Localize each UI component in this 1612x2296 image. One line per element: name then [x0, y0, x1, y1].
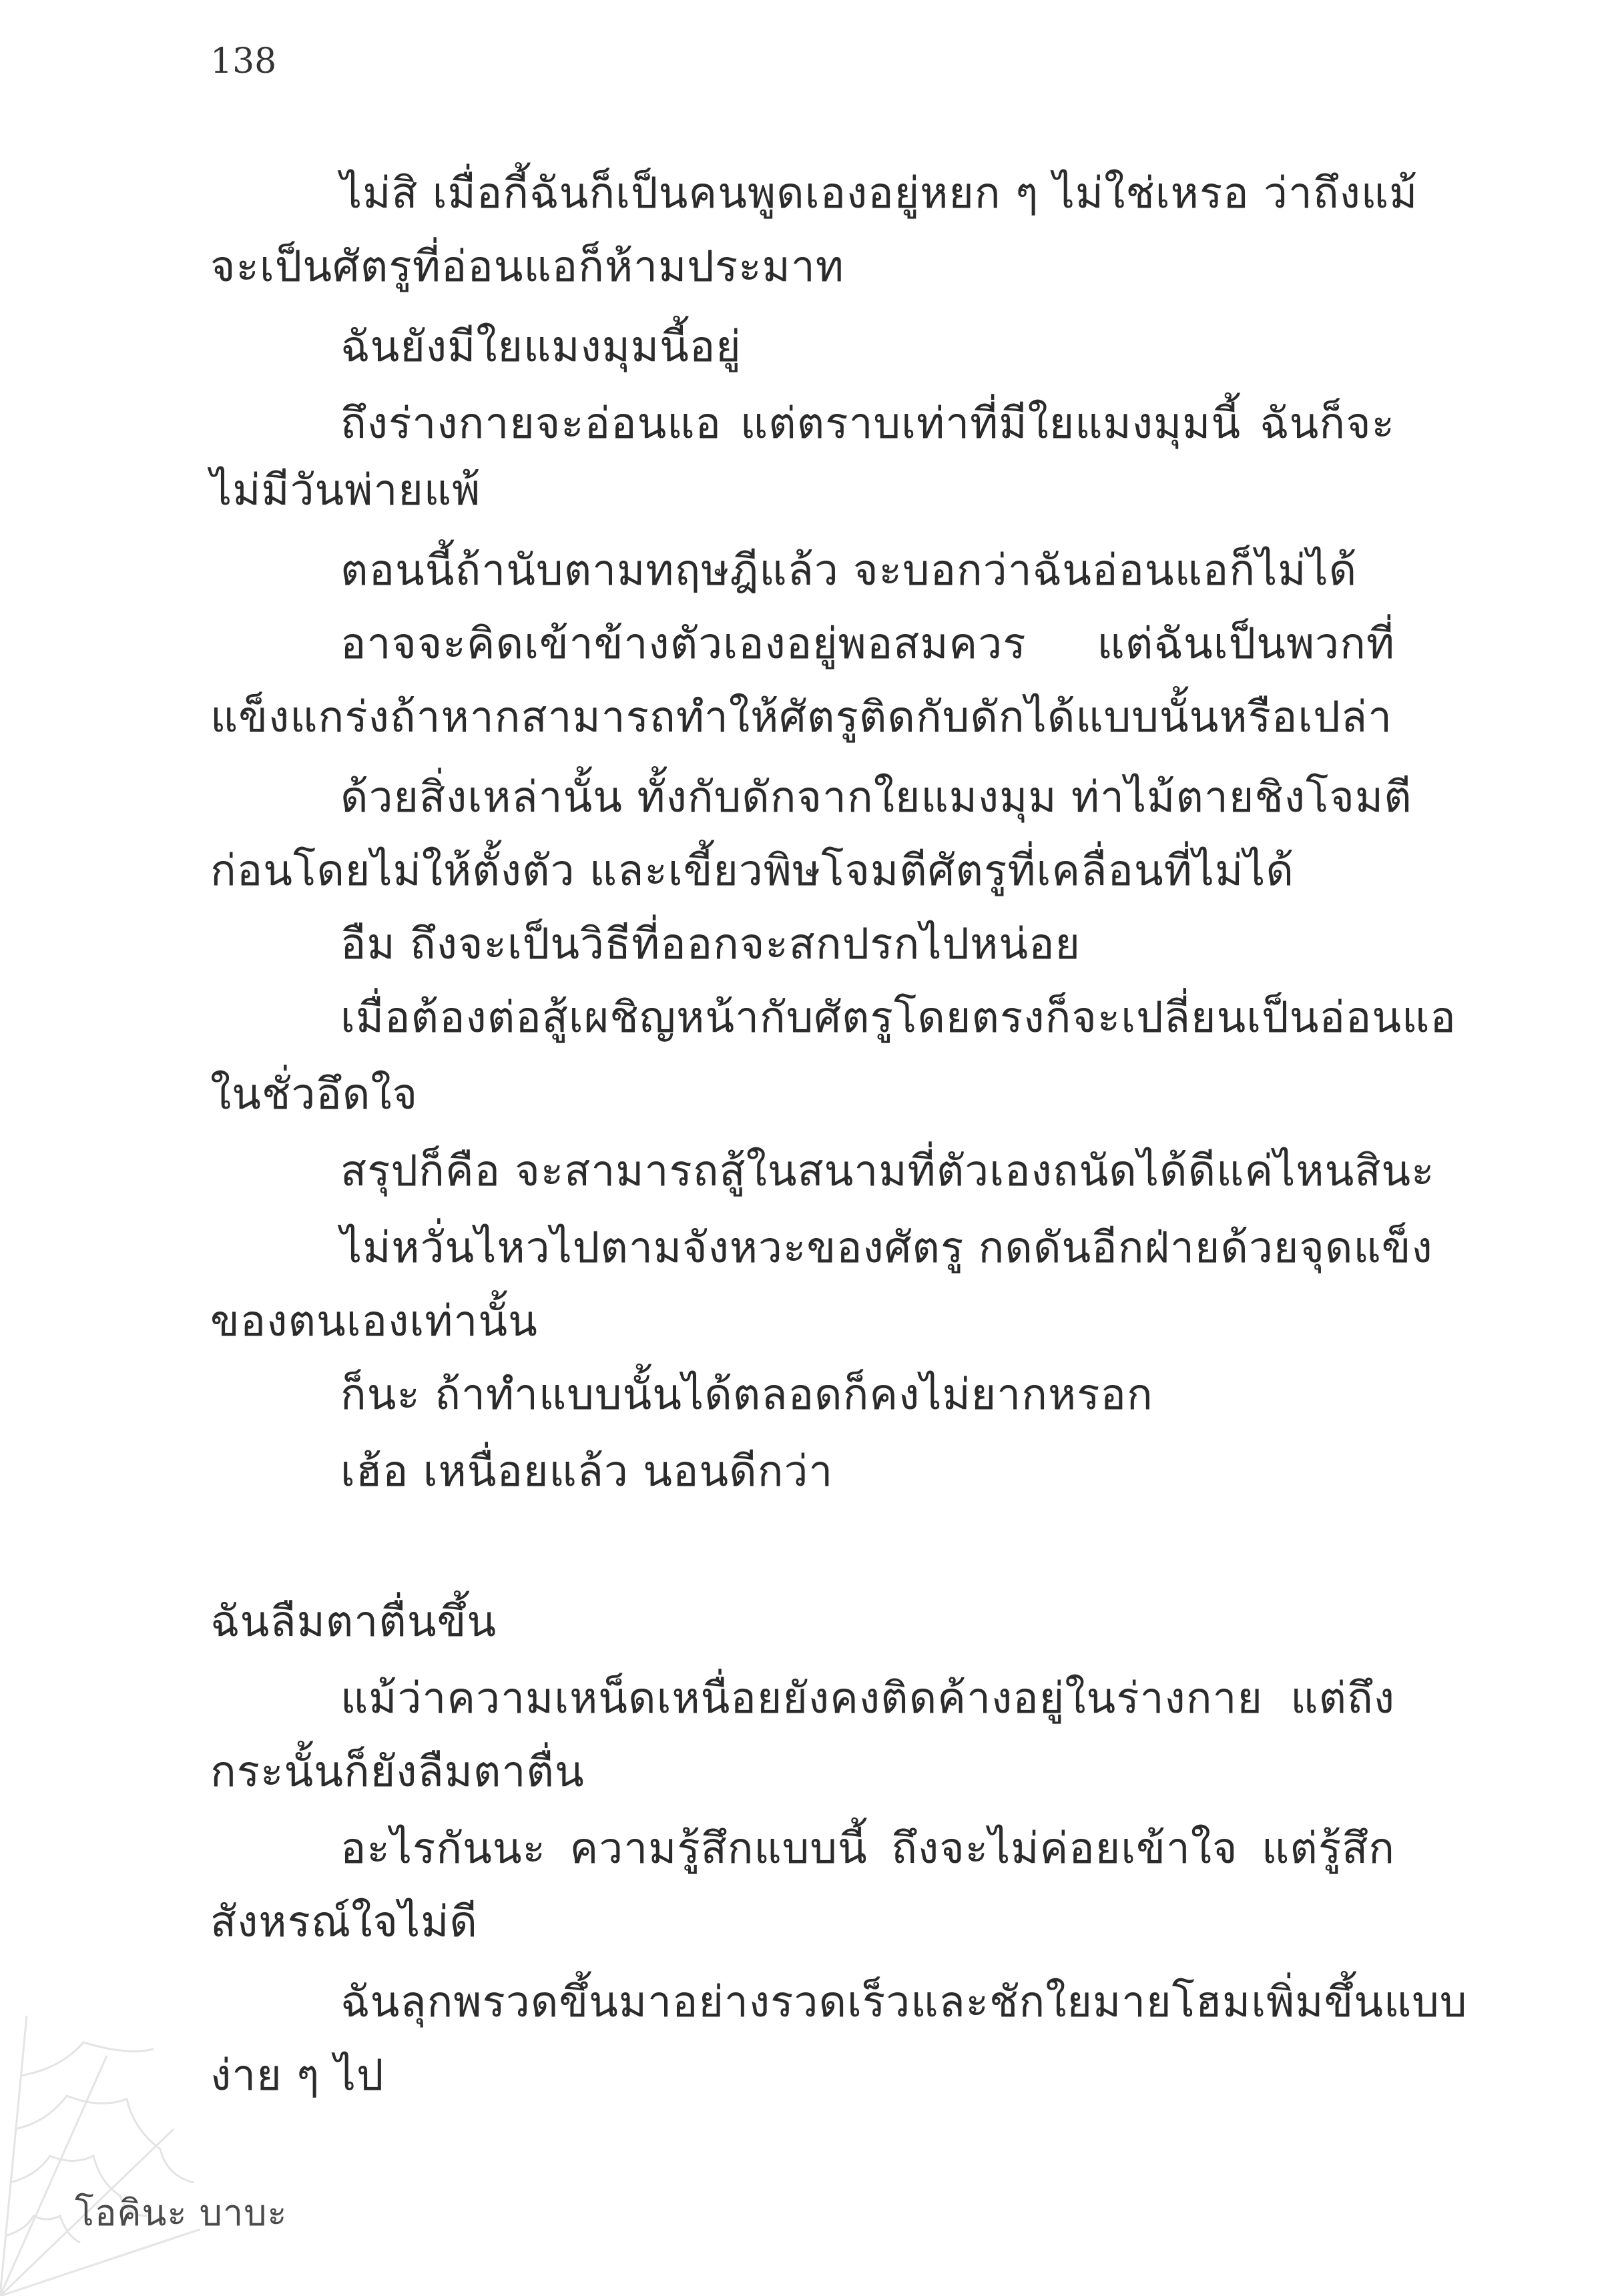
- page-number: 138: [210, 41, 277, 81]
- text-line: ฉันลุกพรวดขึ้นมาอย่างรวดเร็วและชักใยมายโฮมเพิ่มขึ้นแบบ: [340, 1978, 1468, 2027]
- text-line: อะไรกันนะ ความรู้สึกแบบนี้ ถึงจะไม่ค่อยเข้าใจ แต่รู้สึก: [340, 1824, 1395, 1874]
- spider-web-decoration: [0, 2016, 200, 2296]
- text-line: ก็นะ ถ้าทำแบบนั้นได้ตลอดก็คงไม่ยากหรอก: [340, 1370, 1153, 1420]
- text-line: แข็งแกร่งถ้าหากสามารถทำให้ศัตรูติดกับดักได้แบบนั้นหรือเปล่า: [210, 693, 1393, 742]
- text-line: ด้วยสิ่งเหล่านั้น ทั้งกับดักจากใยแมงมุม ท่าไม้ตายชิงโจมตี: [340, 773, 1412, 822]
- book-author-footer: โอคินะ บาบะ: [75, 2192, 288, 2234]
- section-opening-line: ฉันลืมตาตื่นขึ้น: [210, 1597, 497, 1647]
- text-line: สังหรณ์ใจไม่ดี: [210, 1898, 478, 1947]
- text-line: อาจจะคิดเข้าข้างตัวเองอยู่พอสมควร แต่ฉันเป็นพวกที่: [340, 619, 1395, 669]
- text-line: ถึงร่างกายจะอ่อนแอ แต่ตราบเท่าที่มีใยแมงมุมนี้ ฉันก็จะ: [340, 399, 1395, 449]
- text-line: เมื่อต้องต่อสู้เผชิญหน้ากับศัตรูโดยตรงก็จะเปลี่ยนเป็นอ่อนแอ: [340, 993, 1456, 1043]
- text-line: ของตนเองเท่านั้น: [210, 1297, 538, 1346]
- text-line: ไม่สิ เมื่อกี้ฉันก็เป็นคนพูดเองอยู่หยก ๆ ไม่ใช่เหรอ ว่าถึงแม้: [340, 169, 1418, 218]
- text-line: ในชั่วอึดใจ: [210, 1070, 419, 1119]
- text-line: ไม่หวั่นไหวไปตามจังหวะของศัตรู กดดันอีกฝ่ายด้วยจุดแข็ง: [340, 1223, 1433, 1273]
- text-line: อืม ถึงจะเป็นวิธีที่ออกจะสกปรกไปหน่อย: [340, 920, 1081, 969]
- text-line: ง่าย ๆ ไป: [210, 2051, 384, 2100]
- text-line: ตอนนี้ถ้านับตามทฤษฎีแล้ว จะบอกว่าฉันอ่อนแอก็ไม่ได้: [340, 546, 1358, 595]
- text-line: ไม่มีวันพ่ายแพ้: [210, 466, 481, 515]
- text-line: สรุปก็คือ จะสามารถสู้ในสนามที่ตัวเองถนัดได้ดีแค่ไหนสินะ: [340, 1147, 1435, 1196]
- text-line: เฮ้อ เหนื่อยแล้ว นอนดีกว่า: [340, 1447, 834, 1496]
- text-line: จะเป็นศัตรูที่อ่อนแอก็ห้ามประมาท: [210, 242, 844, 292]
- text-line: แม้ว่าความเหน็ดเหนื่อยยังคงติดค้างอยู่ในร่างกาย แต่ถึง: [340, 1674, 1395, 1723]
- text-line: ฉันยังมีใยแมงมุมนี้อยู่: [340, 322, 742, 372]
- text-line: ก่อนโดยไม่ให้ตั้งตัว และเขี้ยวพิษโจมตีศัตรูที่เคลื่อนที่ไม่ได้: [210, 846, 1294, 896]
- text-line: กระนั้นก็ยังลืมตาตื่น: [210, 1747, 585, 1797]
